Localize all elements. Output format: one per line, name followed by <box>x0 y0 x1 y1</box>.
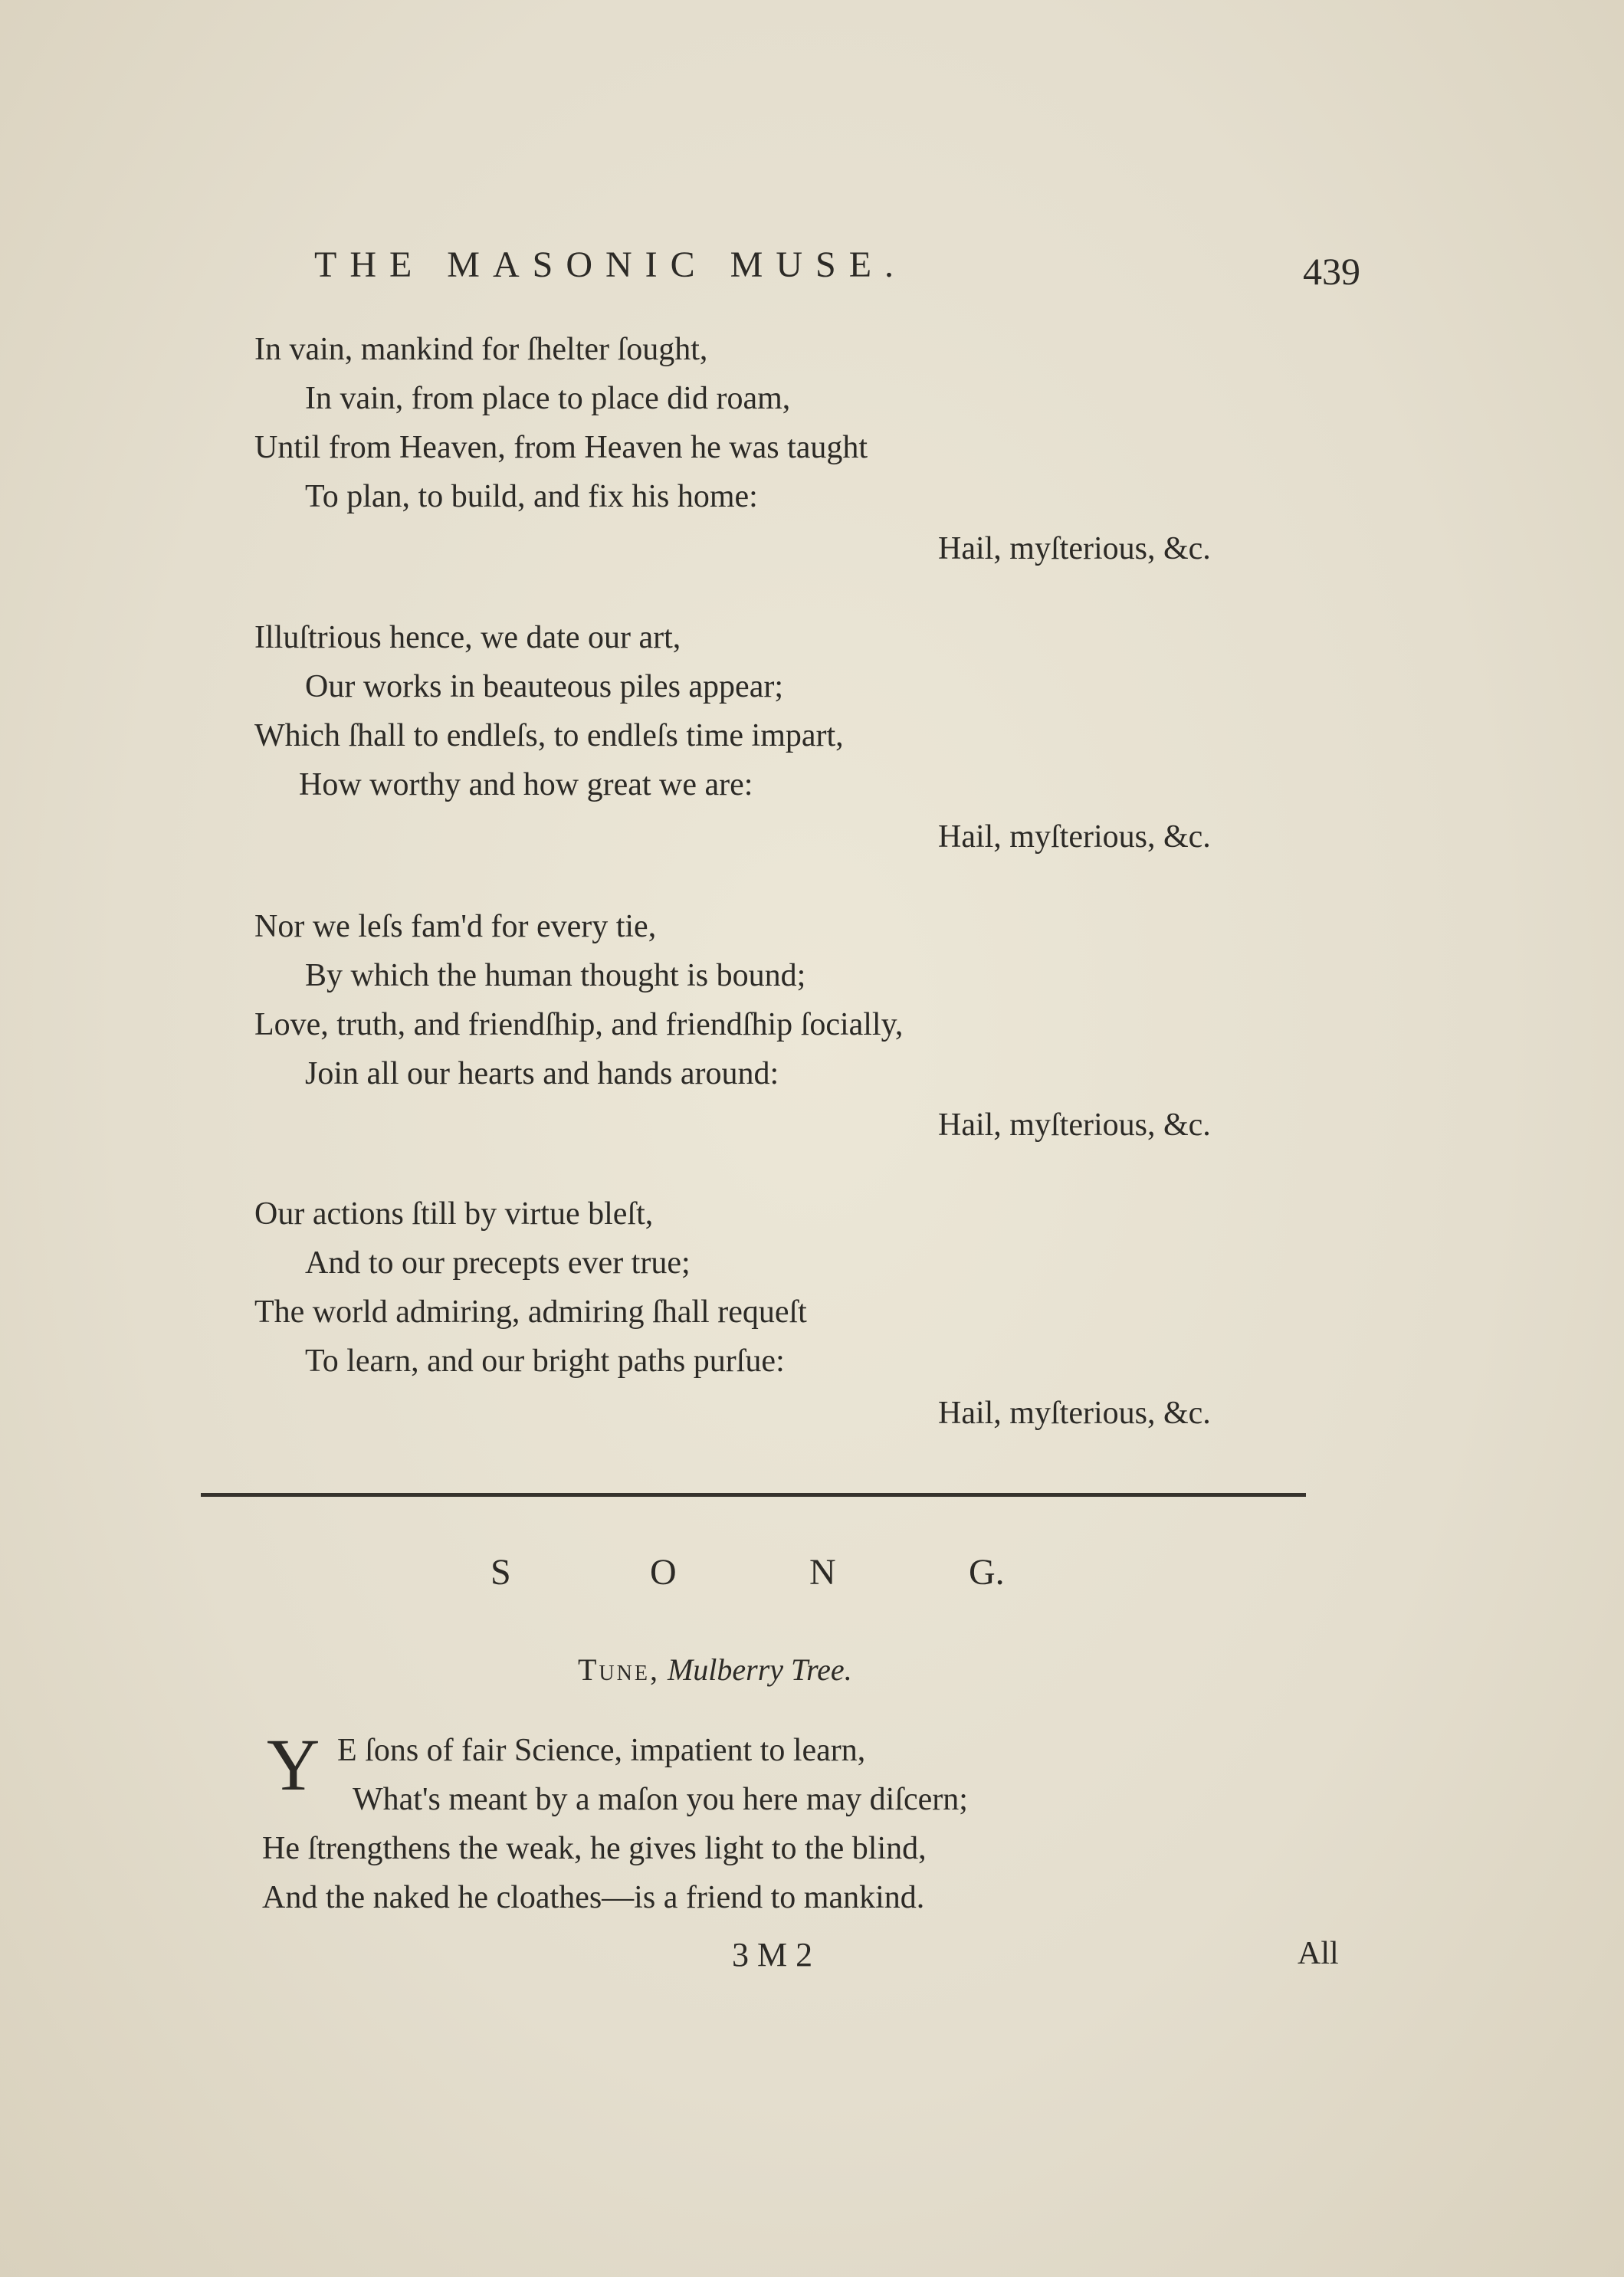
verse-line: And to our precepts ever true; <box>305 1245 691 1281</box>
refrain-line: Hail, myſterious, &c. <box>938 819 1211 855</box>
section-divider <box>201 1493 1306 1497</box>
tune-label: Tune, <box>578 1652 660 1687</box>
verse-line: By which the human thought is bound; <box>305 958 806 993</box>
title-letter: N <box>809 1552 836 1593</box>
signature-mark: 3 M 2 <box>732 1936 813 1974</box>
title-letter: S <box>490 1552 511 1593</box>
title-letter: O <box>650 1552 677 1593</box>
verse-line: To plan, to build, and fix his home: <box>305 479 758 514</box>
verse-line: Until from Heaven, from Heaven he was taught <box>254 430 868 465</box>
verse-line: What's meant by a maſon you here may diſcern; <box>353 1782 968 1817</box>
refrain-line: Hail, myſterious, &c. <box>938 531 1211 566</box>
catchword: All <box>1298 1936 1339 1971</box>
verse-line: Our actions ſtill by virtue bleſt, <box>254 1196 654 1232</box>
verse-line: Our works in beauteous piles appear; <box>305 669 783 704</box>
verse-line: Join all our hearts and hands around: <box>305 1056 779 1091</box>
page-number: 439 <box>1303 250 1360 293</box>
verse-line: To learn, and our bright paths purſue: <box>305 1344 785 1379</box>
verse-line: How worthy and how great we are: <box>299 767 753 802</box>
verse-line: In vain, mankind for ſhelter ſought, <box>254 332 708 367</box>
tune-name: Mulberry Tree. <box>667 1652 852 1687</box>
running-header: THE MASONIC MUSE. <box>314 244 907 285</box>
verse-line: Love, truth, and friendſhip, and friendſhip ſocially, <box>254 1007 904 1042</box>
verse-line: E ſons of fair Science, impatient to learn, <box>337 1733 866 1768</box>
verse-line: In vain, from place to place did roam, <box>305 381 791 416</box>
verse-line: Which ſhall to endleſs, to endleſs time impart, <box>254 718 844 753</box>
verse-line: Nor we leſs fam'd for every tie, <box>254 909 657 944</box>
verse-line: He ſtrengthens the weak, he gives light to the blind, <box>262 1831 927 1866</box>
refrain-line: Hail, myſterious, &c. <box>938 1107 1211 1143</box>
song-title <box>490 1551 1128 1593</box>
tune-line <box>578 1652 852 1688</box>
verse-line: And the naked he cloathes—is a friend to mankind. <box>262 1880 925 1915</box>
title-letter: G. <box>969 1552 1005 1593</box>
refrain-line: Hail, myſterious, &c. <box>938 1396 1211 1431</box>
verse-line: Illuſtrious hence, we date our art, <box>254 620 681 655</box>
verse-line: The world admiring, admiring ſhall requeſt <box>254 1294 807 1330</box>
drop-cap: Y <box>267 1724 320 1806</box>
